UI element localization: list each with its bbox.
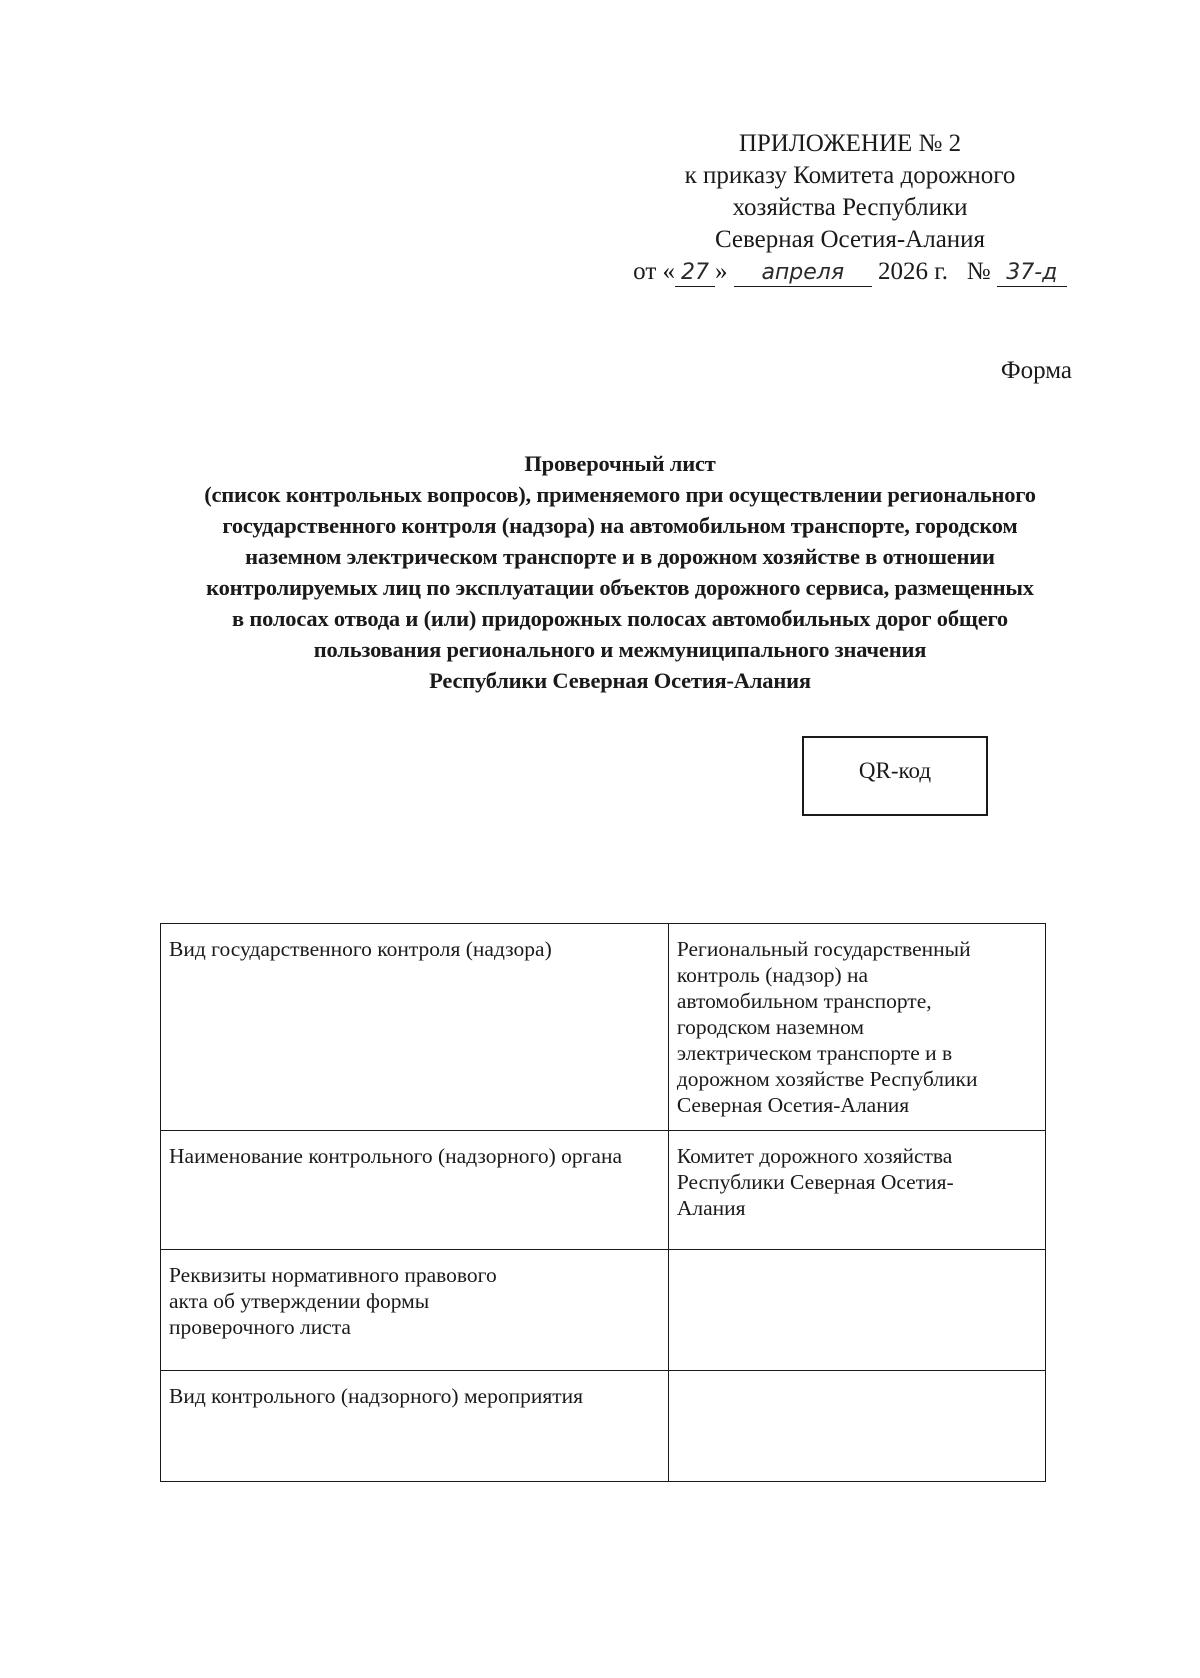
table-row: [161, 1371, 1046, 1482]
cell-text: электрическом транспорте и в: [676, 1041, 953, 1065]
cell-text: Республики Северная Осетия-: [676, 1170, 954, 1194]
title-line: контролируемых лиц по эксплуатации объектов дорожного сервиса, размещенных: [206, 575, 1034, 600]
appendix-line-2: к приказу Комитета дорожного: [684, 162, 1016, 189]
appendix-line-4: Северная Осетия-Алания: [714, 226, 986, 253]
document-title: [160, 448, 1080, 696]
cell-text: Комитет дорожного хозяйства: [676, 1144, 953, 1168]
date-prefix: от «: [633, 258, 676, 285]
cell-text: Наименование контрольного (надзорного) органа: [169, 1144, 623, 1168]
table-cell-label: [161, 1131, 669, 1250]
title-line: пользования регионального и межмуниципального значения: [313, 637, 927, 662]
title-line: Республики Северная Осетия-Алания: [429, 668, 811, 693]
cell-text: городском наземном: [676, 1015, 865, 1039]
order-number: 37-д: [997, 260, 1067, 287]
cell-text: Алания: [676, 1196, 746, 1220]
title-line: Проверочный лист: [524, 451, 716, 476]
cell-text: Вид государственного контроля (надзора): [169, 937, 552, 961]
title-line: (список контрольных вопросов), применяемого при осуществлении регионального: [204, 482, 1036, 507]
cell-text: Северная Осетия-Алания: [676, 1093, 910, 1117]
appendix-header: [600, 128, 1100, 288]
title-line: наземном электрическом транспорте и в дорожном хозяйстве в отношении: [245, 544, 995, 569]
table-row: [161, 1250, 1046, 1371]
appendix-title: ПРИЛОЖЕНИЕ № 2: [738, 130, 962, 157]
cell-text: проверочного листа: [169, 1315, 351, 1339]
table-cell-value: [668, 1131, 1045, 1250]
table-cell-value: [668, 924, 1045, 1131]
table-row: [161, 1131, 1046, 1250]
cell-text: акта об утверждении формы: [169, 1289, 430, 1313]
table-cell-label: [161, 1250, 669, 1371]
order-day: 27: [675, 260, 715, 287]
info-table: [160, 923, 1046, 1482]
table-cell-label: [161, 924, 669, 1131]
cell-text: Региональный государственный: [676, 937, 971, 961]
title-line: государственного контроля (надзора) на автомобильном транспорте, городском: [222, 513, 1018, 538]
appendix-line-3: хозяйства Республики: [732, 194, 968, 221]
order-year: 2026 г.: [878, 258, 948, 285]
order-month: апреля: [734, 260, 872, 287]
number-prefix: №: [966, 258, 991, 285]
form-label: Форма: [1000, 357, 1072, 384]
cell-text: автомобильном транспорте,: [676, 989, 932, 1013]
qr-code-placeholder: [802, 736, 988, 816]
quote-close: »: [715, 258, 728, 285]
cell-text: контроль (надзор) на: [676, 963, 869, 987]
qr-label: QR-код: [858, 758, 932, 783]
cell-text: Реквизиты нормативного правового: [169, 1263, 497, 1287]
cell-text: Вид контрольного (надзорного) мероприятия: [169, 1384, 584, 1408]
table-cell-label: [161, 1371, 669, 1482]
table-cell-value: [668, 1250, 1045, 1371]
cell-text: дорожном хозяйстве Республики: [676, 1067, 978, 1091]
table-row: [161, 924, 1046, 1131]
table-cell-value: [668, 1371, 1045, 1482]
title-line: в полосах отвода и (или) придорожных полосах автомобильных дорог общего: [231, 606, 1008, 631]
order-date-line: [600, 256, 1100, 288]
